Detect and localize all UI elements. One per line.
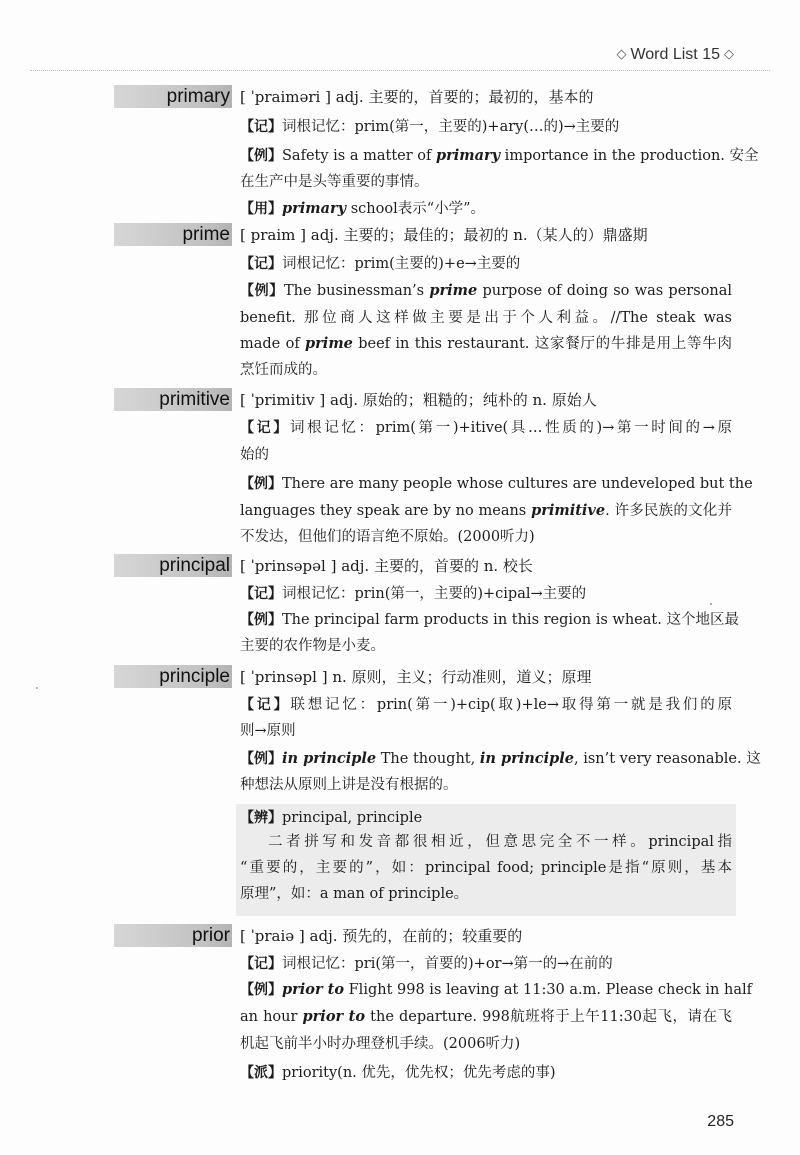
headword: prime xyxy=(182,224,230,245)
entry-text-line: 机起飞前半小时办理登机手续。(2006听力) xyxy=(240,1036,521,1052)
bian-text-line: “重要的，主要的”，如：principal food; principle是指“原则，基本 xyxy=(240,860,732,876)
entry-text-line: 【记】词根记忆：prim(第一)+itive(具…性质的)→第一时间的→原 xyxy=(240,420,732,436)
print-speck xyxy=(36,687,38,689)
entry-text-line: an hour prior to the departure. 998航班将于上午11:30起飞，请在飞 xyxy=(240,1008,732,1025)
page-number: 285 xyxy=(707,1113,734,1130)
entry-text-line: 【例】There are many people whose cultures are undeveloped but the xyxy=(240,476,753,492)
headword: primitive xyxy=(159,389,230,410)
headword: primary xyxy=(166,86,230,107)
entry-text-line: 【记】词根记忆：prim(主要的)+e→主要的 xyxy=(240,256,521,272)
headword: prior xyxy=(191,925,230,946)
entry-text-line: made of prime beef in this restaurant. 这家餐厅的牛排是用上等牛肉 xyxy=(240,335,732,352)
entry-text-line: 主要的农作物是小麦。 xyxy=(240,638,385,654)
entry-text-line: benefit. 那位商人这样做主要是出于个人利益。//The steak was xyxy=(240,310,732,326)
entry-text-line: languages they speak are by no means primitive. 许多民族的文化并 xyxy=(240,502,732,519)
diamond-outline-icon: ◇ xyxy=(616,46,627,61)
entry-text-line: 【例】prior to Flight 998 is leaving at 11:30 a.m. Please check in half xyxy=(240,981,752,998)
page-header xyxy=(616,46,734,64)
bian-text-line: 二者拼写和发音都很相近，但意思完全不一样。principal指 xyxy=(268,834,732,850)
pronunciation-and-definition: [ ˈprimitiv ] adj. 原始的；粗糙的；纯朴的 n. 原始人 xyxy=(240,391,597,409)
word-list-title: Word List 15 xyxy=(630,46,720,63)
pronunciation-and-definition: [ ˈprinsəpl ] n. 原则，主义；行动准则，道义；原理 xyxy=(240,668,592,686)
diamond-outline-icon: ◇ xyxy=(724,46,734,61)
entry-text-line: 【例】The principal farm products in this region is wheat. 这个地区最 xyxy=(240,612,739,628)
header-divider xyxy=(30,70,770,71)
entry-text-line: 【记】词根记忆：pri(第一，首要的)+or→第一的→在前的 xyxy=(240,956,613,972)
entry-text-line: 【记】词根记忆：prin(第一，主要的)+cipal→主要的 xyxy=(240,586,587,602)
entry-text-line: 【用】primary school表示“小学”。 xyxy=(240,200,486,217)
entry-text-line: 种想法从原则上讲是没有根据的。 xyxy=(240,777,458,793)
entry-text-line: 不发达，但他们的语言绝不原始。(2000听力) xyxy=(240,529,535,545)
headword: principle xyxy=(159,666,230,687)
entry-text-line: 【例】The businessman’s prime purpose of doing so was personal xyxy=(240,282,733,299)
pronunciation-and-definition: [ ˈpraiməri ] adj. 主要的，首要的；最初的，基本的 xyxy=(240,88,594,106)
entry-text-line: 始的 xyxy=(240,447,269,463)
entry-text-line: 【派】priority(n. 优先，优先权；优先考虑的事) xyxy=(240,1065,556,1081)
entry-text-line: 则→原则 xyxy=(240,723,296,739)
entry-text-line: 【记】联想记忆：prin(第一)+cip(取)+le→取得第一就是我们的原 xyxy=(240,697,733,713)
print-speck xyxy=(710,603,712,605)
pronunciation-and-definition: [ ˈpraiə ] adj. 预先的，在前的；较重要的 xyxy=(240,927,523,945)
entry-text-line: 【例】Safety is a matter of primary importance in the production. 安全 xyxy=(240,147,759,164)
headword: principal xyxy=(159,555,230,576)
entry-text-line: 【记】词根记忆：prim(第一，主要的)+ary(…的)→主要的 xyxy=(240,119,620,135)
entry-text-line: 烹饪而成的。 xyxy=(240,362,327,378)
bian-text-line: 原理”，如：a man of principle。 xyxy=(240,886,469,902)
pronunciation-and-definition: [ ˈprinsəpəl ] adj. 主要的，首要的 n. 校长 xyxy=(240,557,533,575)
entry-text-line: 【例】in principle The thought, in principle, isn’t very reasonable. 这 xyxy=(240,750,761,767)
entry-text-line: 在生产中是头等重要的事情。 xyxy=(240,174,429,190)
bian-heading: 【辨】principal, principle xyxy=(240,810,423,826)
pronunciation-and-definition: [ praim ] adj. 主要的；最佳的；最初的 n.（某人的）鼎盛期 xyxy=(240,226,648,244)
